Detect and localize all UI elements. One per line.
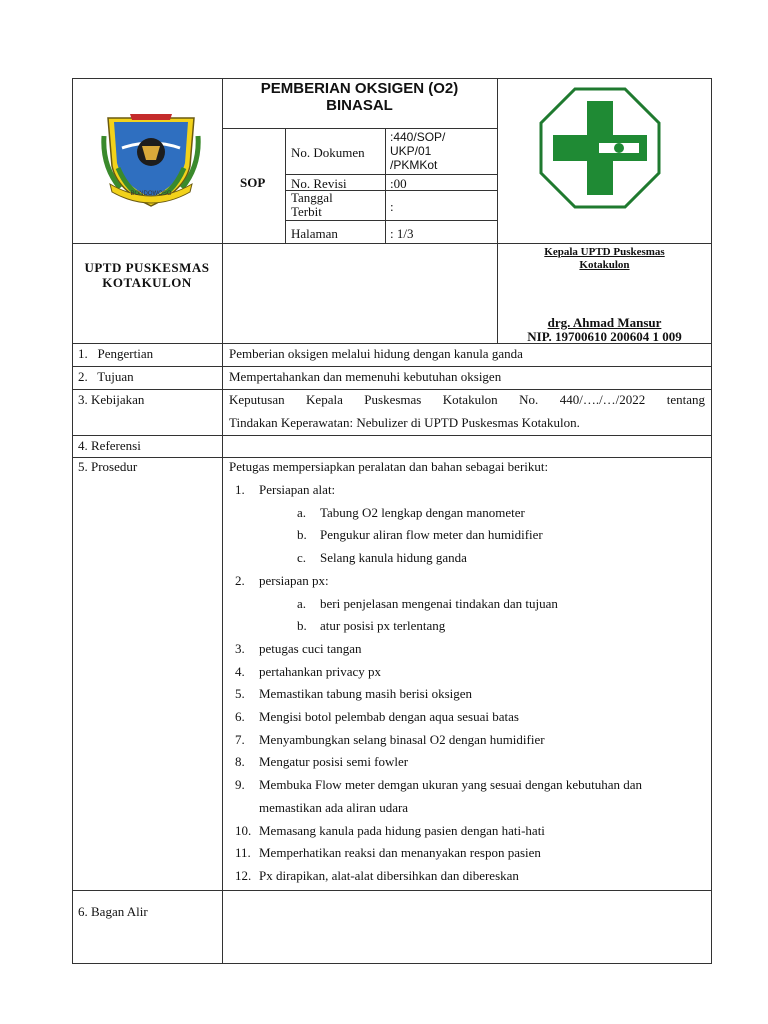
divider — [285, 220, 497, 221]
step-number: 5. — [235, 686, 245, 702]
step-number: 6. — [235, 709, 245, 724]
step-number: a. — [297, 595, 307, 611]
step-number: 9. — [235, 777, 245, 793]
revision-value: :00 — [390, 176, 407, 191]
step-number: 3. — [235, 640, 245, 656]
step-text: petugas cuci tangan — [259, 640, 362, 656]
bondowoso-emblem — [100, 108, 202, 212]
step-number: 7. — [235, 731, 245, 747]
step-text: Membuka Flow meter demgan ukuran yang sesuai dengan kebutuhan dan — [259, 777, 643, 793]
step-text: Pengukur aliran flow meter dan humidifier — [320, 527, 543, 543]
issue-date-line: Tanggal — [291, 190, 333, 205]
step-text: persiapan px: — [259, 572, 329, 588]
divider — [222, 128, 497, 129]
step-number: 12. — [235, 867, 252, 883]
sop-label: SOP — [240, 175, 266, 190]
prosedur-intro: Petugas mempersiapkan peralatan dan bahan sebagai berikut: — [229, 459, 549, 474]
issue-date-label — [291, 191, 333, 219]
divider — [72, 243, 712, 244]
step-text: Selang kanula hidung ganda — [320, 550, 467, 566]
revision-label: No. Revisi — [291, 176, 347, 191]
step-text: beri penjelasan mengenai tindakan dan tujuan — [320, 595, 558, 611]
step-text: Memastikan tabung masih berisi oksigen — [259, 686, 473, 702]
step-text: Mengisi botol pelembab dengan aqua sesuai batas — [259, 709, 519, 724]
step-text: Memasang kanula pada hidung pasien dengan hati-hati — [259, 822, 545, 838]
step-text: memastikan ada aliran udara — [259, 799, 409, 815]
row-value-kebijakan-line: Tindakan Keperawatan: Nebulizer di UPTD Puskesmas Kotakulon. — [229, 415, 580, 430]
organization-line: UPTD PUSKESMAS — [84, 260, 210, 275]
divider — [385, 128, 386, 243]
page-value: : 1/3 — [390, 226, 414, 241]
step-text: Persiapan alat: — [259, 482, 336, 497]
row-label-referensi: 4. Referensi — [78, 438, 141, 453]
row-label-kebijakan: 3. Kebijakan — [78, 392, 145, 407]
step-number: b. — [297, 527, 307, 543]
row-label-pengertian: 1. Pengertian — [78, 346, 154, 361]
divider — [72, 457, 712, 458]
row-value-tujuan: Mempertahankan dan memenuhi kebutuhan oksigen — [229, 369, 502, 384]
step-number: 10. — [235, 822, 252, 838]
issue-date-value: : — [390, 199, 394, 214]
puskesmas-logo — [539, 87, 661, 209]
divider — [285, 174, 497, 175]
step-number: 2. — [235, 572, 245, 588]
doc-number-line: :440/SOP/ — [390, 130, 446, 144]
signer-title-line: Kotakulon — [579, 259, 630, 271]
step-text: Memperhatikan reaksi dan menanyakan respon pasien — [259, 845, 541, 861]
step-text: Tabung O2 lengkap dengan manometer — [320, 504, 525, 520]
doc-number-label: No. Dokumen — [291, 145, 365, 160]
title-line: BINASAL — [326, 97, 393, 114]
doc-number-line: UKP/01 — [390, 144, 432, 158]
step-number: 4. — [235, 663, 245, 679]
document-title — [222, 80, 497, 114]
divider — [497, 78, 498, 343]
signer-nip: NIP. 19700610 200604 1 009 — [527, 329, 682, 344]
row-label-tujuan: 2. Tujuan — [78, 369, 134, 384]
signer-title — [497, 246, 712, 272]
signer-title-line: Kepala UPTD Puskesmas — [544, 246, 665, 258]
signer-name: drg. Ahmad Mansur — [547, 315, 662, 330]
step-number: 11. — [235, 845, 251, 861]
divider — [72, 366, 712, 367]
issue-date-line: Terbit — [291, 204, 322, 219]
divider — [72, 435, 712, 436]
organization-line: KOTAKULON — [102, 275, 192, 290]
doc-number-line: /PKMKot — [390, 158, 438, 172]
row-label-prosedur: 5. Prosedur — [78, 459, 138, 474]
step-text: Mengatur posisi semi fowler — [259, 754, 409, 770]
step-number: 1. — [235, 482, 245, 497]
step-text: Px dirapikan, alat-alat dibersihkan dan dibereskan — [259, 867, 519, 883]
step-text: pertahankan privacy px — [259, 663, 382, 679]
page-label: Halaman — [291, 226, 338, 241]
step-number: 8. — [235, 754, 245, 770]
step-number: c. — [297, 550, 307, 566]
doc-number-value — [390, 130, 445, 172]
step-number: b. — [297, 618, 307, 634]
divider — [72, 890, 712, 891]
emblem-ribbon-text: BONDOWOSO — [130, 191, 172, 197]
row-value-pengertian: Pemberian oksigen melalui hidung dengan kanula ganda — [229, 346, 523, 361]
organization-name — [72, 260, 222, 290]
row-value-kebijakan-line: Keputusan Kepala Puskesmas Kotakulon No. 440/…./…/2022 tentang — [229, 392, 705, 407]
divider — [222, 78, 223, 964]
step-text: Menyambungkan selang binasal O2 dengan humidifier — [259, 731, 545, 747]
step-text: atur posisi px terlentang — [320, 618, 446, 634]
divider — [285, 128, 286, 243]
step-number: a. — [297, 504, 307, 520]
row-label-bagan-alir: 6. Bagan Alir — [78, 904, 148, 919]
title-line: PEMBERIAN OKSIGEN (O2) — [260, 80, 459, 97]
